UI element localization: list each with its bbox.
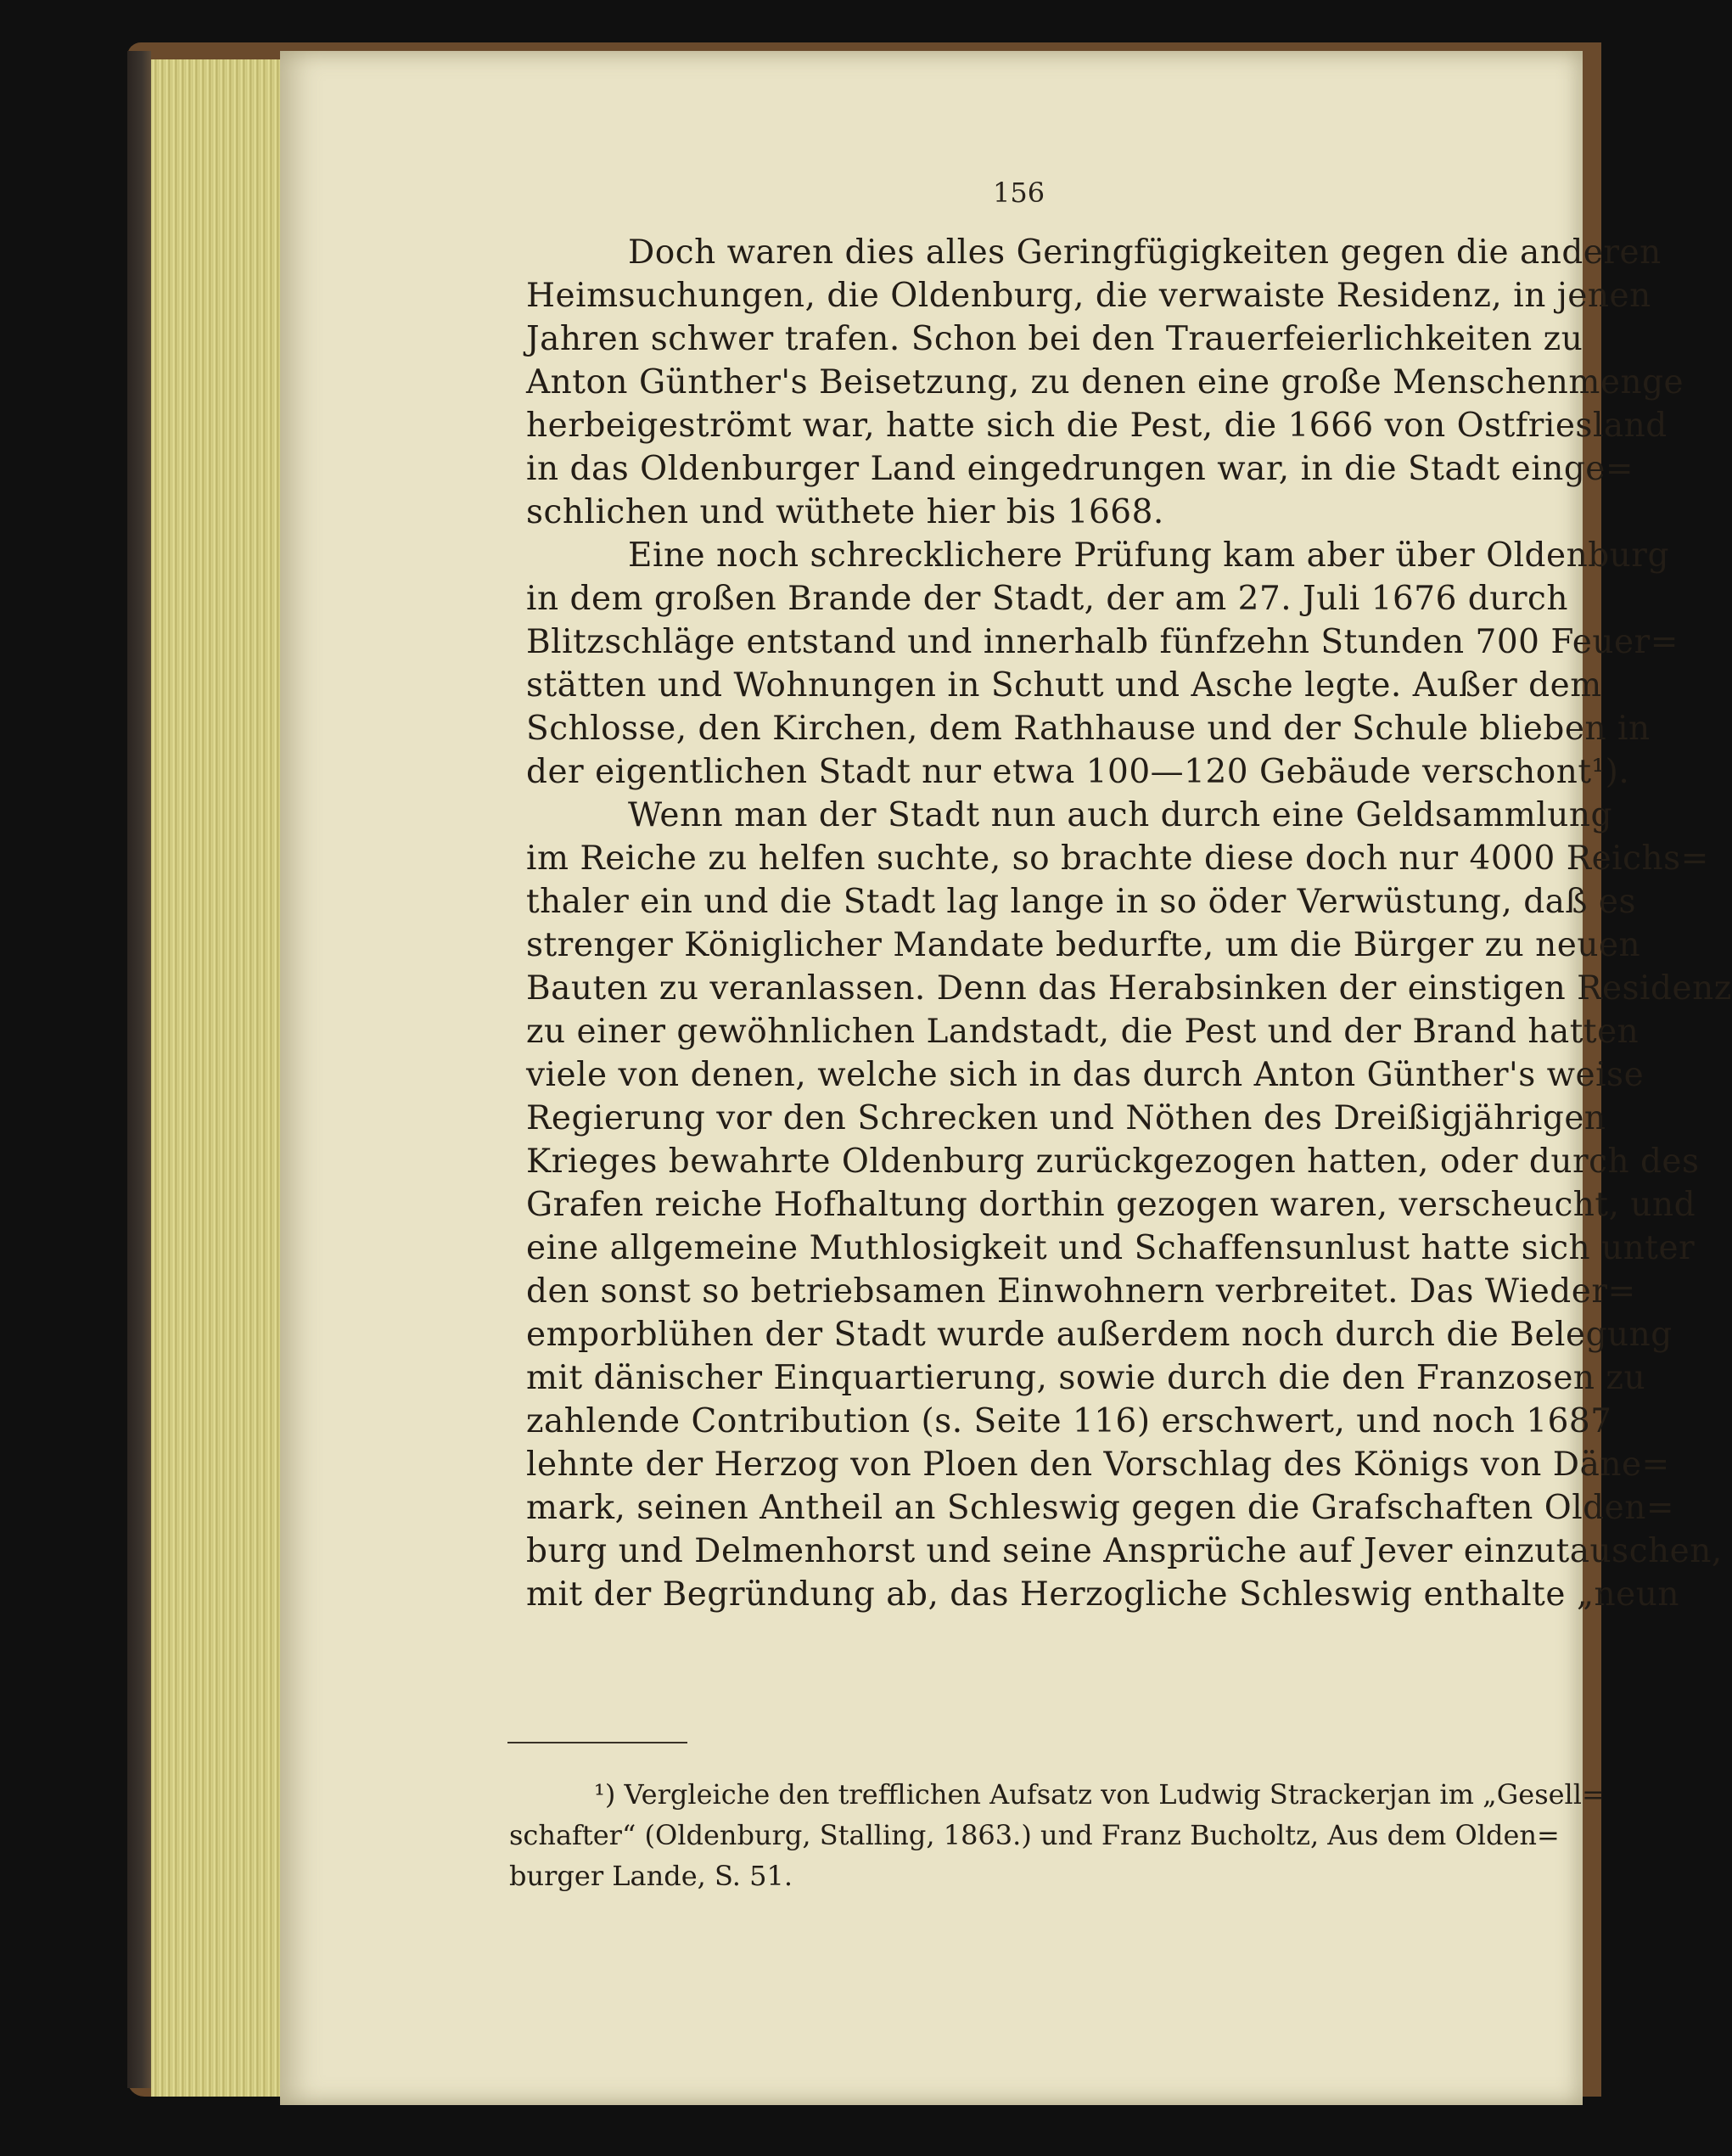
text-line: Grafen reiche Hofhaltung dorthin gezogen waren, verscheucht, und [526, 1186, 1696, 1224]
text-line: Blitzschläge entstand und innerhalb fünfzehn Stunden 700 Feuer= [526, 623, 1679, 661]
page-number: 156 [993, 177, 1045, 209]
footnote-line: ¹) Vergleiche den trefflichen Aufsatz von Ludwig Strackerjan im „Gesell= [594, 1778, 1605, 1811]
text-line: emporblühen der Stadt wurde außerdem noch durch die Belegung [526, 1316, 1673, 1354]
text-line: Jahren schwer trafen. Schon bei den Trauerfeierlichkeiten zu [526, 320, 1583, 358]
text-line: thaler ein und die Stadt lag lange in so öder Verwüstung, daß es [526, 883, 1636, 921]
text-line: Heimsuchungen, die Oldenburg, die verwaiste Residenz, in jenen [526, 277, 1651, 315]
footnote-rule [507, 1742, 687, 1743]
text-line: zahlende Contribution (s. Seite 116) erschwert, und noch 1687 [526, 1402, 1612, 1440]
text-line: in dem großen Brande der Stadt, der am 27. Juli 1676 durch [526, 580, 1568, 618]
text-line: strenger Königlicher Mandate bedurfte, um die Bürger zu neuen [526, 926, 1641, 964]
text-line: mark, seinen Antheil an Schleswig gegen die Grafschaften Olden= [526, 1489, 1675, 1527]
text-line: Regierung vor den Schrecken und Nöthen des Dreißigjährigen [526, 1099, 1606, 1137]
text-line: Schlosse, den Kirchen, dem Rathhause und der Schule blieben in [526, 710, 1651, 748]
footnote-line: burger Lande, S. 51. [509, 1860, 793, 1892]
text-line: stätten und Wohnungen in Schutt und Asche legte. Außer dem [526, 666, 1602, 705]
text-line: lehnte der Herzog von Ploen den Vorschlag des Königs von Däne= [526, 1446, 1670, 1484]
text-line: den sonst so betriebsamen Einwohnern verbreitet. Das Wieder= [526, 1272, 1636, 1311]
text-line: mit der Begründung ab, das Herzogliche Schleswig enthalte „neun [526, 1575, 1679, 1614]
footnote [509, 1774, 1605, 1896]
body-text [526, 231, 1732, 1616]
text-line: der eigentlichen Stadt nur etwa 100—120 Gebäude verschont¹). [526, 753, 1630, 791]
text-line: Eine noch schrecklichere Prüfung kam aber über Oldenburg [628, 536, 1669, 575]
text-line: zu einer gewöhnlichen Landstadt, die Pest und der Brand hatten [526, 1013, 1640, 1051]
text-line: Doch waren dies alles Geringfügigkeiten gegen die anderen [628, 233, 1662, 272]
text-line: Anton Günther's Beisetzung, zu denen eine große Menschenmenge [526, 363, 1684, 401]
book-spine [127, 51, 151, 2088]
text-line: Wenn man der Stadt nun auch durch eine Geldsammlung [628, 796, 1612, 834]
text-line: schlichen und wüthete hier bis 1668. [526, 493, 1164, 531]
text-line: Bauten zu veranlassen. Denn das Herabsinken der einstigen Residenz [526, 969, 1732, 1008]
footnote-line: schafter“ (Oldenburg, Stalling, 1863.) und Franz Bucholtz, Aus dem Olden= [509, 1819, 1560, 1851]
text-line: im Reiche zu helfen suchte, so brachte diese doch nur 4000 Reichs= [526, 839, 1709, 878]
text-line: mit dänischer Einquartierung, sowie durch die den Franzosen zu [526, 1359, 1646, 1397]
text-line: viele von denen, welche sich in das durch Anton Günther's weise [526, 1056, 1645, 1094]
text-line: herbeigeströmt war, hatte sich die Pest, die 1666 von Ostfriesland [526, 407, 1668, 445]
text-line: Krieges bewahrte Oldenburg zurückgezogen hatten, oder durch des [526, 1143, 1700, 1181]
text-line: burg und Delmenhorst und seine Ansprüche auf Jever einzutauschen, [526, 1532, 1723, 1570]
text-line: eine allgemeine Muthlosigkeit und Schaffensunlust hatte sich unter [526, 1229, 1696, 1267]
text-line: in das Oldenburger Land eingedrungen war, in die Stadt einge= [526, 450, 1634, 488]
